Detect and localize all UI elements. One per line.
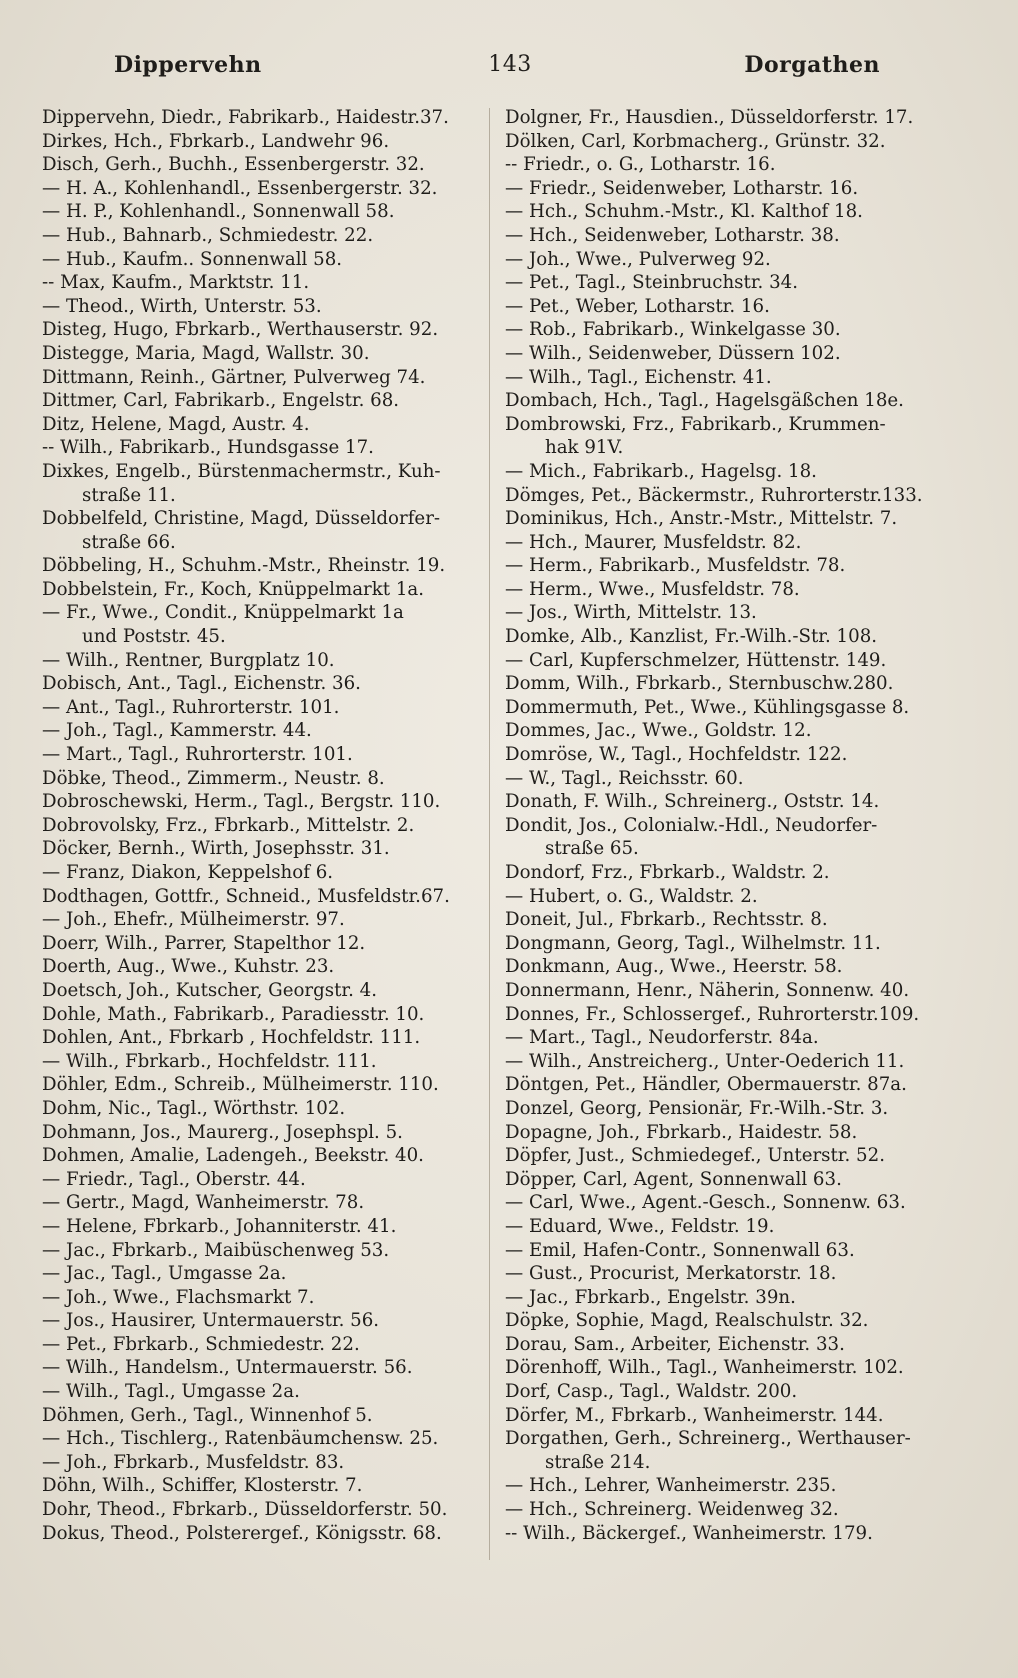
- directory-entry: — Mart., Tagl., Neudorferstr. 84a.: [505, 1027, 819, 1049]
- directory-entry: — Mich., Fabrikarb., Hagelsg. 18.: [505, 460, 817, 482]
- directory-entry: — Carl, Wwe., Agent.-Gesch., Sonnenw. 63.: [505, 1192, 906, 1214]
- directory-entry: Döhmen, Gerh., Tagl., Winnenhof 5.: [42, 1404, 373, 1426]
- directory-entry: Döhler, Edm., Schreib., Mülheimerstr. 110.: [42, 1074, 439, 1096]
- directory-entry: Donzel, Georg, Pensionär, Fr.-Wilh.-Str. 3.: [505, 1097, 889, 1119]
- directory-entry: Dondorf, Frz., Fbrkarb., Waldstr. 2.: [505, 862, 830, 883]
- directory-entry: Dolgner, Fr., Hausdien., Düsseldorferstr. 17.: [505, 107, 914, 128]
- directory-entry: Dohmen, Amalie, Ladengeh., Beekstr. 40.: [42, 1145, 424, 1167]
- directory-entry: -- Wilh., Bäckergef., Wanheimerstr. 179.: [505, 1522, 873, 1544]
- directory-entry: — Rob., Fabrikarb., Winkelgasse 30.: [505, 319, 841, 341]
- directory-entry: Domke, Alb., Kanzlist, Fr.-Wilh.-Str. 108.: [505, 626, 878, 648]
- header-first-entry: Dippervehn: [114, 52, 262, 78]
- directory-entry: Dopagne, Joh., Fbrkarb., Haidestr. 58.: [505, 1121, 858, 1143]
- directory-entry: — Jac., Tagl., Umgasse 2a.: [42, 1263, 287, 1285]
- directory-entry: — Jac., Fbrkarb., Maibüschenweg 53.: [42, 1239, 390, 1261]
- directory-entry: und Poststr. 45.: [82, 626, 226, 648]
- directory-entry: Dölken, Carl, Korbmacherg., Grünstr. 32.: [505, 130, 886, 152]
- directory-entry: — Friedr., Seidenweber, Lotharstr. 16.: [505, 177, 859, 199]
- directory-entry: Doetsch, Joh., Kutscher, Georgstr. 4.: [42, 979, 377, 1001]
- directory-entry: — Wilh., Tagl., Eichenstr. 41.: [505, 366, 772, 388]
- directory-entry: Döpfer, Just., Schmiedegef., Unterstr. 52.: [505, 1145, 885, 1167]
- directory-entry: — Carl, Kupferschmelzer, Hüttenstr. 149.: [505, 649, 887, 671]
- directory-entry: — Ant., Tagl., Ruhrorterstr. 101.: [42, 696, 340, 718]
- directory-entry: Dohle, Math., Fabrikarb., Paradiesstr. 10.: [42, 1003, 425, 1025]
- directory-entry: — Wilh., Tagl., Umgasse 2a.: [42, 1381, 300, 1403]
- directory-entry: Dohlen, Ant., Fbrkarb , Hochfeldstr. 111.: [42, 1027, 421, 1049]
- directory-entry: — Herm., Wwe., Musfeldstr. 78.: [505, 578, 800, 600]
- directory-entry: Dominikus, Hch., Anstr.-Mstr., Mittelstr. 7.: [505, 508, 898, 530]
- directory-entry: Döpke, Sophie, Magd, Realschulstr. 32.: [505, 1310, 869, 1332]
- directory-entry: — Wilh., Rentner, Burgplatz 10.: [42, 649, 335, 671]
- directory-entry: Donnermann, Henr., Näherin, Sonnenw. 40.: [505, 979, 910, 1001]
- directory-entry: — Joh., Wwe., Flachsmarkt 7.: [42, 1286, 315, 1308]
- directory-entry: — Hub., Kaufm.. Sonnenwall 58.: [42, 248, 343, 270]
- directory-entry: Donkmann, Aug., Wwe., Heerstr. 58.: [505, 956, 843, 978]
- directory-entry: — Herm., Fabrikarb., Musfeldstr. 78.: [505, 555, 846, 577]
- directory-entry: — Gertr., Magd, Wanheimerstr. 78.: [42, 1192, 365, 1214]
- directory-entry: — Helene, Fbrkarb., Johanniterstr. 41.: [42, 1215, 397, 1237]
- directory-entry: Doneit, Jul., Fbrkarb., Rechtsstr. 8.: [505, 909, 828, 931]
- directory-entry: — H. P., Kohlenhandl., Sonnenwall 58.: [42, 201, 395, 223]
- directory-entry: Dobrovolsky, Frz., Fbrkarb., Mittelstr. 2.: [42, 814, 415, 836]
- directory-entry: — Wilh., Anstreicherg., Unter-Oederich 11.: [505, 1050, 905, 1072]
- directory-entry: — Hubert, o. G., Waldstr. 2.: [505, 885, 758, 907]
- page-header: [40, 52, 980, 92]
- directory-entry: — Joh., Fbrkarb., Musfeldstr. 83.: [42, 1451, 345, 1473]
- directory-entry: -- Max, Kaufm., Marktstr. 11.: [42, 272, 310, 294]
- directory-entry: — Jos., Hausirer, Untermauerstr. 56.: [42, 1310, 380, 1332]
- directory-entry: Dorf, Casp., Tagl., Waldstr. 200.: [505, 1381, 798, 1403]
- directory-entry: — Wilh., Handelsm., Untermauerstr. 56.: [42, 1357, 413, 1379]
- directory-entry: straße 214.: [545, 1451, 651, 1473]
- directory-entry: — Hch., Maurer, Musfeldstr. 82.: [505, 531, 802, 553]
- directory-entry: Dirkes, Hch., Fbrkarb., Landwehr 96.: [42, 130, 390, 152]
- directory-entry: Dörenhoff, Wilh., Tagl., Wanheimerstr. 102.: [505, 1357, 904, 1379]
- directory-entry: — Jac., Fbrkarb., Engelstr. 39n.: [505, 1286, 796, 1308]
- directory-entry: Döcker, Bernh., Wirth, Josephsstr. 31.: [42, 838, 390, 860]
- directory-entry: Dokus, Theod., Polsterergef., Königsstr. 68.: [42, 1522, 442, 1544]
- page-number: 143: [488, 52, 532, 77]
- directory-entry: — Hch., Tischlerg., Ratenbäumchensw. 25.: [42, 1428, 439, 1450]
- directory-entry: Dorgathen, Gerh., Schreinerg., Werthauser-: [505, 1428, 911, 1450]
- directory-entry: Dobisch, Ant., Tagl., Eichenstr. 36.: [42, 673, 361, 695]
- left-column: [42, 106, 482, 1545]
- directory-entry: — Gust., Procurist, Merkatorstr. 18.: [505, 1263, 837, 1285]
- directory-entry: — Hch., Schuhm.-Mstr., Kl. Kalthof 18.: [505, 201, 863, 223]
- directory-entry: Disch, Gerh., Buchh., Essenbergerstr. 32.: [42, 154, 425, 176]
- directory-entry: Döhn, Wilh., Schiffer, Klosterstr. 7.: [42, 1475, 363, 1497]
- directory-entry: Dorau, Sam., Arbeiter, Eichenstr. 33.: [505, 1333, 845, 1355]
- directory-entry: Dombrowski, Frz., Fabrikarb., Krummen-: [505, 413, 886, 435]
- directory-entry: Döbbeling, H., Schuhm.-Mstr., Rheinstr. 19.: [42, 555, 446, 577]
- directory-entry: Dörfer, M., Fbrkarb., Wanheimerstr. 144.: [505, 1404, 884, 1426]
- directory-entry: — Pet., Tagl., Steinbruchstr. 34.: [505, 272, 799, 294]
- directory-entry: Donnes, Fr., Schlossergef., Ruhrorterstr.109.: [505, 1003, 920, 1025]
- directory-entry: Doerth, Aug., Wwe., Kuhstr. 23.: [42, 956, 335, 978]
- directory-entry: Domröse, W., Tagl., Hochfeldstr. 122.: [505, 744, 848, 766]
- directory-entry: Dongmann, Georg, Tagl., Wilhelmstr. 11.: [505, 932, 881, 954]
- directory-entry: Dittmann, Reinh., Gärtner, Pulverweg 74.: [42, 366, 426, 388]
- directory-entry: straße 66.: [82, 531, 176, 553]
- directory-entry: Dobroschewski, Herm., Tagl., Bergstr. 110.: [42, 791, 441, 813]
- directory-entry: — Mart., Tagl., Ruhrorterstr. 101.: [42, 744, 353, 766]
- directory-entry: Donath, F. Wilh., Schreinerg., Oststr. 14.: [505, 791, 880, 813]
- directory-entry: Döpper, Carl, Agent, Sonnenwall 63.: [505, 1168, 842, 1190]
- directory-entry: Döbke, Theod., Zimmerm., Neustr. 8.: [42, 767, 385, 789]
- directory-entry: — Wilh., Seidenweber, Düssern 102.: [505, 342, 841, 364]
- directory-entry: Dombach, Hch., Tagl., Hagelsgäßchen 18e.: [505, 390, 904, 412]
- directory-entry: -- Wilh., Fabrikarb., Hundsgasse 17.: [42, 437, 374, 459]
- directory-entry: — H. A., Kohlenhandl., Essenbergerstr. 32.: [42, 177, 438, 199]
- directory-entry: — Hch., Schreinerg. Weidenweg 32.: [505, 1499, 839, 1521]
- directory-entry: — Joh., Ehefr., Mülheimerstr. 97.: [42, 909, 345, 931]
- column-divider: [489, 108, 490, 1560]
- directory-entry: — Jos., Wirth, Mittelstr. 13.: [505, 602, 757, 624]
- directory-entry: Dixkes, Engelb., Bürstenmachermstr., Kuh-: [42, 460, 441, 482]
- directory-entry: — Wilh., Fbrkarb., Hochfeldstr. 111.: [42, 1050, 377, 1072]
- directory-entry: Dondit, Jos., Colonialw.-Hdl., Neudorfer-: [505, 814, 878, 836]
- directory-entry: Distegge, Maria, Magd, Wallstr. 30.: [42, 342, 370, 364]
- directory-entry: Dohm, Nic., Tagl., Wörthstr. 102.: [42, 1097, 346, 1119]
- directory-entry: Döntgen, Pet., Händler, Obermauerstr. 87a.: [505, 1074, 907, 1096]
- directory-entry: -- Friedr., o. G., Lotharstr. 16.: [505, 154, 776, 176]
- directory-entry: — Emil, Hafen-Contr., Sonnenwall 63.: [505, 1239, 855, 1261]
- directory-entry: — Friedr., Tagl., Oberstr. 44.: [42, 1168, 306, 1190]
- directory-entry: Doerr, Wilh., Parrer, Stapelthor 12.: [42, 932, 366, 954]
- directory-entry: — W., Tagl., Reichsstr. 60.: [505, 767, 744, 789]
- directory-entry: straße 11.: [82, 484, 176, 506]
- directory-entry: Dodthagen, Gottfr., Schneid., Musfeldstr.67.: [42, 885, 450, 907]
- directory-entry: Dobbelfeld, Christine, Magd, Düsseldorfer-: [42, 508, 441, 530]
- directory-entry: Dommermuth, Pet., Wwe., Kühlingsgasse 8.: [505, 696, 910, 718]
- directory-entry: — Hch., Seidenweber, Lotharstr. 38.: [505, 224, 840, 246]
- directory-entry: — Joh., Tagl., Kammerstr. 44.: [42, 720, 312, 742]
- directory-entry: Dobbelstein, Fr., Koch, Knüppelmarkt 1a.: [42, 578, 425, 600]
- directory-entry: Domm, Wilh., Fbrkarb., Sternbuschw.280.: [505, 673, 894, 695]
- directory-entry: Ditz, Helene, Magd, Austr. 4.: [42, 413, 310, 435]
- directory-entry: — Eduard, Wwe., Feldstr. 19.: [505, 1215, 775, 1237]
- directory-entry: — Joh., Wwe., Pulverweg 92.: [505, 248, 771, 270]
- directory-entry: — Franz, Diakon, Keppelshof 6.: [42, 862, 334, 883]
- directory-entry: straße 65.: [545, 838, 639, 860]
- directory-entry: — Pet., Fbrkarb., Schmiedestr. 22.: [42, 1333, 360, 1355]
- directory-entry: — Pet., Weber, Lotharstr. 16.: [505, 295, 770, 317]
- directory-entry: Disteg, Hugo, Fbrkarb., Werthauserstr. 92.: [42, 319, 439, 341]
- directory-entry: Dippervehn, Diedr., Fabrikarb., Haidestr.37.: [42, 107, 449, 128]
- directory-entry: Dohmann, Jos., Maurerg., Josephspl. 5.: [42, 1121, 403, 1143]
- directory-entry: Dommes, Jac., Wwe., Goldstr. 12.: [505, 720, 812, 742]
- directory-entry: — Hub., Bahnarb., Schmiedestr. 22.: [42, 224, 374, 246]
- directory-entry: — Hch., Lehrer, Wanheimerstr. 235.: [505, 1475, 837, 1497]
- right-column: [505, 106, 945, 1545]
- directory-entry: hak 91V.: [545, 437, 624, 459]
- directory-entry: Dömges, Pet., Bäckermstr., Ruhrorterstr.133.: [505, 484, 923, 506]
- header-last-entry: Dorgathen: [744, 52, 880, 78]
- directory-entry: Dohr, Theod., Fbrkarb., Düsseldorferstr. 50.: [42, 1499, 448, 1521]
- directory-entry: — Theod., Wirth, Unterstr. 53.: [42, 295, 322, 317]
- directory-entry: Dittmer, Carl, Fabrikarb., Engelstr. 68.: [42, 390, 400, 412]
- directory-entry: — Fr., Wwe., Condit., Knüppelmarkt 1a: [42, 602, 404, 624]
